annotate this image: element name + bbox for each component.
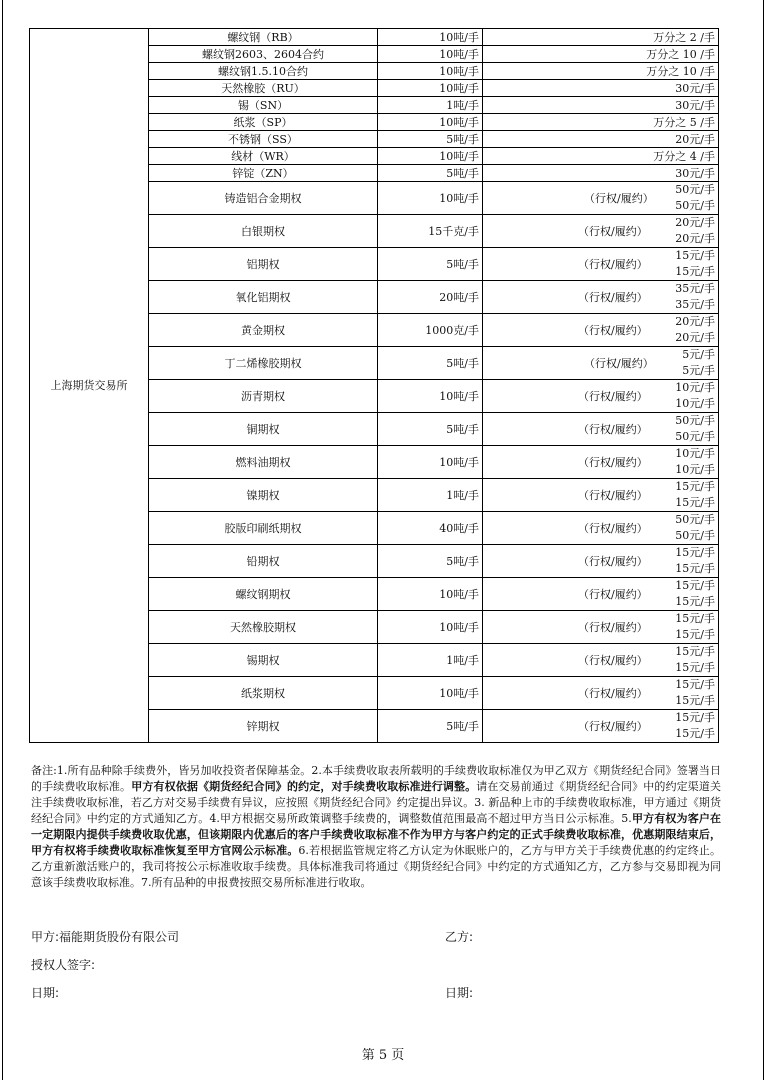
trading-unit: 10吨/手 (378, 611, 483, 644)
option-fee-cell (483, 710, 719, 743)
table-row (30, 29, 719, 46)
product-name: 螺纹钢2603、2604合约 (149, 46, 378, 63)
trade-fee: 50元/手 (675, 183, 715, 196)
trading-unit: 10吨/手 (378, 578, 483, 611)
option-fee-cell (483, 182, 719, 215)
trading-unit: 10吨/手 (378, 446, 483, 479)
option-fee-stack (486, 248, 715, 280)
option-name: 丁二烯橡胶期权 (149, 347, 378, 380)
exercise-fee: 20元/手 (675, 232, 715, 245)
fee-table (29, 28, 719, 743)
party-b-date-label: 日期: (445, 986, 474, 1000)
option-fee-stack (486, 479, 715, 511)
fee-table-body (30, 29, 719, 743)
option-fee-cell (483, 413, 719, 446)
option-fee-cell (483, 380, 719, 413)
exercise-fee: 15元/手 (675, 595, 715, 608)
remarks-text: 备注:1.所有品种除手续费外，皆另加收投资者保障基金。2.本手续费收取表所载明的手续费收取标准仅为甲乙双方《期货经纪合同》签署当日的手续费收取标准。 (31, 764, 721, 793)
option-name: 天然橡胶期权 (149, 611, 378, 644)
exercise-fee: 15元/手 (675, 694, 715, 707)
trade-fee: 10元/手 (675, 381, 715, 394)
trade-fee: 15元/手 (675, 579, 715, 592)
exercise-note: （行权/履约） (578, 258, 648, 271)
option-name: 白银期权 (149, 215, 378, 248)
option-fee-cell (483, 347, 719, 380)
trading-unit: 10吨/手 (378, 380, 483, 413)
exercise-note: （行权/履约） (578, 654, 648, 667)
option-fee-stack (486, 314, 715, 346)
exercise-fee: 15元/手 (675, 496, 715, 509)
option-name: 铝期权 (149, 248, 378, 281)
exercise-note: （行权/履约） (578, 687, 648, 700)
trading-unit: 10吨/手 (378, 29, 483, 46)
exercise-note: （行权/履约） (578, 588, 648, 601)
trading-unit: 10吨/手 (378, 677, 483, 710)
option-fee-stack (486, 281, 715, 313)
product-name: 锌锭（ZN） (149, 165, 378, 182)
option-name: 锡期权 (149, 644, 378, 677)
trading-unit: 5吨/手 (378, 165, 483, 182)
exercise-note: （行权/履约） (578, 291, 648, 304)
option-fee-cell (483, 281, 719, 314)
exercise-fee: 15元/手 (675, 727, 715, 740)
remarks (31, 763, 721, 891)
trading-unit: 5吨/手 (378, 347, 483, 380)
option-fee-cell (483, 314, 719, 347)
option-fee-cell (483, 578, 719, 611)
fee-value: 万分之 4 /手 (483, 148, 719, 165)
option-fee-stack (486, 578, 715, 610)
option-name: 胶版印刷纸期权 (149, 512, 378, 545)
exercise-note: （行权/履约） (578, 522, 648, 535)
option-name: 铸造铝合金期权 (149, 182, 378, 215)
option-fee-stack (486, 182, 715, 214)
exercise-fee: 35元/手 (675, 298, 715, 311)
trading-unit: 1吨/手 (378, 479, 483, 512)
exercise-note: （行权/履约） (578, 324, 648, 337)
product-name: 不锈钢（SS） (149, 131, 378, 148)
exercise-fee: 15元/手 (675, 661, 715, 674)
exercise-note: （行权/履约） (578, 720, 648, 733)
trade-fee: 15元/手 (675, 678, 715, 691)
product-name: 天然橡胶（RU） (149, 80, 378, 97)
product-name: 锡（SN） (149, 97, 378, 114)
trade-fee: 15元/手 (675, 546, 715, 559)
trading-unit: 40吨/手 (378, 512, 483, 545)
exercise-fee: 5元/手 (682, 364, 715, 377)
option-fee-stack (486, 347, 715, 379)
trade-fee: 50元/手 (675, 414, 715, 427)
trading-unit: 5吨/手 (378, 545, 483, 578)
exercise-note: （行权/履约） (578, 555, 648, 568)
exercise-note: （行权/履约） (578, 621, 648, 634)
fee-value: 万分之 5 /手 (483, 114, 719, 131)
page-border-right (763, 0, 764, 1080)
option-fee-stack (486, 446, 715, 478)
trading-unit: 1吨/手 (378, 97, 483, 114)
option-fee-stack (486, 215, 715, 247)
option-name: 铜期权 (149, 413, 378, 446)
exercise-fee: 15元/手 (675, 628, 715, 641)
fee-value: 20元/手 (483, 131, 719, 148)
fee-value: 万分之 10 /手 (483, 63, 719, 80)
option-fee-stack (486, 380, 715, 412)
trading-unit: 5吨/手 (378, 413, 483, 446)
trading-unit: 20吨/手 (378, 281, 483, 314)
exercise-fee: 10元/手 (675, 397, 715, 410)
trading-unit: 10吨/手 (378, 46, 483, 63)
fee-value: 万分之 2 /手 (483, 29, 719, 46)
exercise-note: （行权/履约） (584, 357, 654, 370)
option-fee-cell (483, 512, 719, 545)
exercise-fee: 15元/手 (675, 265, 715, 278)
exercise-note: （行权/履约） (578, 489, 648, 502)
trading-unit: 10吨/手 (378, 182, 483, 215)
option-name: 铅期权 (149, 545, 378, 578)
exercise-note: （行权/履约） (578, 390, 648, 403)
fee-value: 万分之 10 /手 (483, 46, 719, 63)
option-fee-cell (483, 611, 719, 644)
page-border-left (2, 0, 3, 1080)
exercise-note: （行权/履约） (578, 423, 648, 436)
product-name: 螺纹钢（RB） (149, 29, 378, 46)
trading-unit: 10吨/手 (378, 63, 483, 80)
product-name: 螺纹钢1.5.10合约 (149, 63, 378, 80)
exercise-fee: 50元/手 (675, 199, 715, 212)
option-fee-cell (483, 446, 719, 479)
option-name: 锌期权 (149, 710, 378, 743)
product-name: 纸浆（SP） (149, 114, 378, 131)
trade-fee: 15元/手 (675, 645, 715, 658)
option-fee-cell (483, 644, 719, 677)
trading-unit: 10吨/手 (378, 114, 483, 131)
option-fee-cell (483, 215, 719, 248)
remarks-bold-text: 甲方有权为客户在一定期限内提供手续费收取优惠，但该期限内优惠后的客户手续费收取标准不作为甲方与客户约定的正式手续费收取标准，优惠期限结束后，甲方有权将手续费收取标准恢复至甲方官网公示标准。 (31, 812, 721, 857)
trade-fee: 35元/手 (675, 282, 715, 295)
remarks-text: 6.若根据监管规定将乙方认定为休眠账户的，乙方与甲方关于手续费优惠的约定终止。乙方重新激活账户的，我司将按公示标准收取手续费。具体标准我司将通过《期货经纪合同》中约定的方式通知乙方，乙方参与交易即视为同意该手续费收取标准。7.所有品种的申报费按照交易所标准进行收取。 (31, 844, 721, 889)
party-a-label: 甲方:福能期货股份有限公司 (31, 930, 180, 944)
party-a-date-label: 日期: (31, 986, 60, 1000)
exercise-fee: 20元/手 (675, 331, 715, 344)
option-fee-stack (486, 611, 715, 643)
exchange-name: 上海期货交易所 (30, 29, 149, 743)
trading-unit: 1吨/手 (378, 644, 483, 677)
exercise-fee: 50元/手 (675, 529, 715, 542)
exercise-note: （行权/履约） (584, 192, 654, 205)
option-name: 螺纹钢期权 (149, 578, 378, 611)
remarks-text: 请在交易前通过《期货经纪合同》中的约定渠道关注手续费收取标准，若乙方对交易手续费有异议，应按照《期货经纪合同》约定提出异议。3. 新品种上市的手续费收取标准，甲方通过《期货经纪合同》中约定的方式通知乙方。4.甲方根据交易所政策调整手续费的，调整数值范围最高不超过甲方当日公示标准。5. (31, 780, 722, 825)
exercise-fee: 15元/手 (675, 562, 715, 575)
fee-value: 30元/手 (483, 97, 719, 114)
fee-value: 30元/手 (483, 80, 719, 97)
option-name: 燃料油期权 (149, 446, 378, 479)
option-fee-stack (486, 512, 715, 544)
trading-unit: 5吨/手 (378, 248, 483, 281)
trade-fee: 10元/手 (675, 447, 715, 460)
trading-unit: 5吨/手 (378, 131, 483, 148)
option-fee-stack (486, 413, 715, 445)
trade-fee: 20元/手 (675, 216, 715, 229)
exercise-fee: 50元/手 (675, 430, 715, 443)
option-name: 沥青期权 (149, 380, 378, 413)
trade-fee: 15元/手 (675, 249, 715, 262)
option-fee-stack (486, 644, 715, 676)
option-name: 氧化铝期权 (149, 281, 378, 314)
option-fee-stack (486, 545, 715, 577)
option-fee-cell (483, 677, 719, 710)
trading-unit: 10吨/手 (378, 148, 483, 165)
product-name: 线材（WR） (149, 148, 378, 165)
trading-unit: 10吨/手 (378, 80, 483, 97)
trade-fee: 15元/手 (675, 711, 715, 724)
trade-fee: 5元/手 (682, 348, 715, 361)
page-number: 第 5 页 (361, 1048, 405, 1063)
option-name: 纸浆期权 (149, 677, 378, 710)
option-fee-cell (483, 248, 719, 281)
trading-unit: 15千克/手 (378, 215, 483, 248)
fee-value: 30元/手 (483, 165, 719, 182)
party-b-label: 乙方: (445, 930, 474, 944)
exercise-note: （行权/履约） (578, 456, 648, 469)
trade-fee: 20元/手 (675, 315, 715, 328)
trading-unit: 1000克/手 (378, 314, 483, 347)
trading-unit: 5吨/手 (378, 710, 483, 743)
trade-fee: 15元/手 (675, 612, 715, 625)
option-name: 镍期权 (149, 479, 378, 512)
option-fee-stack (486, 710, 715, 742)
authorized-signature-label: 授权人签字: (31, 958, 96, 972)
trade-fee: 15元/手 (675, 480, 715, 493)
option-fee-cell (483, 545, 719, 578)
remarks-bold-text: 甲方有权依据《期货经纪合同》的约定，对手续费收取标准进行调整。 (131, 780, 477, 793)
exercise-fee: 10元/手 (675, 463, 715, 476)
option-fee-cell (483, 479, 719, 512)
option-fee-stack (486, 677, 715, 709)
exercise-note: （行权/履约） (578, 225, 648, 238)
trade-fee: 50元/手 (675, 513, 715, 526)
option-name: 黄金期权 (149, 314, 378, 347)
